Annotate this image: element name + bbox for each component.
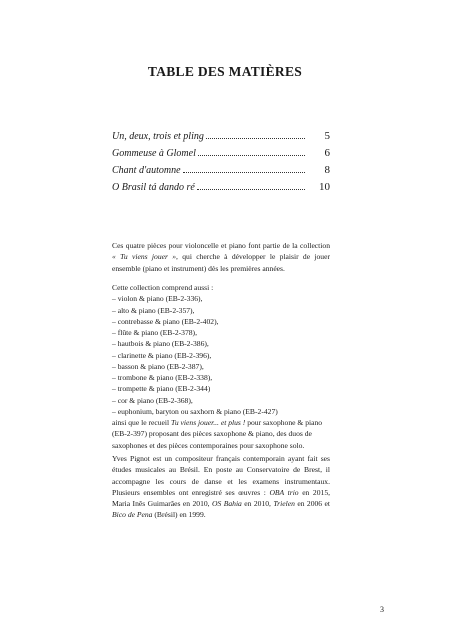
list-item: – clarinette & piano (EB-2-396),	[112, 350, 212, 360]
collection-title: Tu viens jouer... et plus !	[171, 418, 246, 427]
toc-leader	[206, 138, 305, 139]
toc-entry-title: Un, deux, trois et pling	[112, 131, 204, 142]
toc-entry	[112, 181, 330, 198]
bio-text: Yves Pignot est un compositeur français contemporain ayant fait ses études musicales au Brésil. En poste au Conservatoire de Brest, il accompagne les cours de danse et les examens instrumentaux. Plusieurs ensembles ont enregistré ses œuvres :	[112, 454, 330, 497]
work-title: OBA trio	[269, 487, 299, 497]
collection-list	[112, 282, 330, 451]
composer-bio	[112, 453, 330, 521]
list-item: – trombone & piano (EB-2-338),	[112, 373, 213, 382]
series-name: « Tu viens jouer »	[112, 252, 177, 262]
work-title: OS Bahia	[212, 499, 242, 509]
list-item: – violon & piano (EB-2-336),	[112, 294, 203, 304]
intro-paragraph	[112, 240, 330, 274]
bio-text: en 2006 et	[297, 499, 330, 509]
toc-entry	[112, 164, 330, 181]
work-title: Bico de Pena	[112, 510, 153, 520]
collection-heading: Cette collection comprend aussi :	[112, 283, 214, 292]
list-item: – cor & piano (EB-2-368),	[112, 395, 193, 405]
bio-text: (Brésil) en 1999.	[154, 510, 206, 520]
toc-entry-page: 6	[324, 147, 330, 159]
page-number: 3	[380, 605, 384, 614]
toc-leader	[183, 172, 305, 173]
list-item: – contrebasse & piano (EB-2-402),	[112, 316, 219, 326]
toc-leader	[198, 155, 305, 156]
list-item: – euphonium, baryton ou saxhorn & piano (EB-2-427)	[112, 406, 278, 416]
list-item: – hautbois & piano (EB-2-386),	[112, 339, 209, 349]
list-item: – basson & piano (EB-2-387),	[112, 361, 204, 371]
toc-entry-title: O Brasil tá dando ré	[112, 182, 195, 193]
toc-entry	[112, 147, 330, 164]
toc-entry-title: Chant d'automne	[112, 165, 181, 176]
intro-text: , qui cherche à développer le plaisir de jouer ensemble (piano et instrument) dès les premières années.	[112, 252, 331, 273]
intro-text: Ces quatre pièces pour violoncelle et piano font partie de la collection	[112, 241, 330, 250]
work-title: Trielen	[273, 499, 295, 509]
page-title: TABLE DES MATIÈRES	[147, 64, 303, 79]
collection-tail	[112, 417, 330, 451]
bio-text: en 2015, Maria Inês Guimarães en 2010,	[112, 487, 331, 509]
list-item: – flûte & piano (EB-2-378),	[112, 328, 197, 337]
list-item: – alto & piano (EB-2-357),	[112, 305, 195, 315]
toc-leader	[197, 189, 305, 190]
toc-entry-title: Gommeuse à Glomel	[112, 148, 196, 159]
bio-text: en 2010,	[244, 499, 271, 509]
tail-text: ainsi que le recueil	[112, 418, 170, 427]
list-item: – trompette & piano (EB-2-344)	[112, 384, 211, 394]
toc-entry-page: 8	[324, 164, 330, 176]
tail-text: pour saxophone & piano (EB-2-397) proposant des pièces saxophone & piano, des duos de saxophones et des pièces contemporaines pour saxophone solo.	[112, 418, 323, 450]
table-of-contents	[112, 130, 330, 198]
toc-entry	[112, 130, 330, 147]
toc-entry-page: 5	[324, 130, 330, 142]
toc-entry-page: 10	[319, 181, 330, 193]
